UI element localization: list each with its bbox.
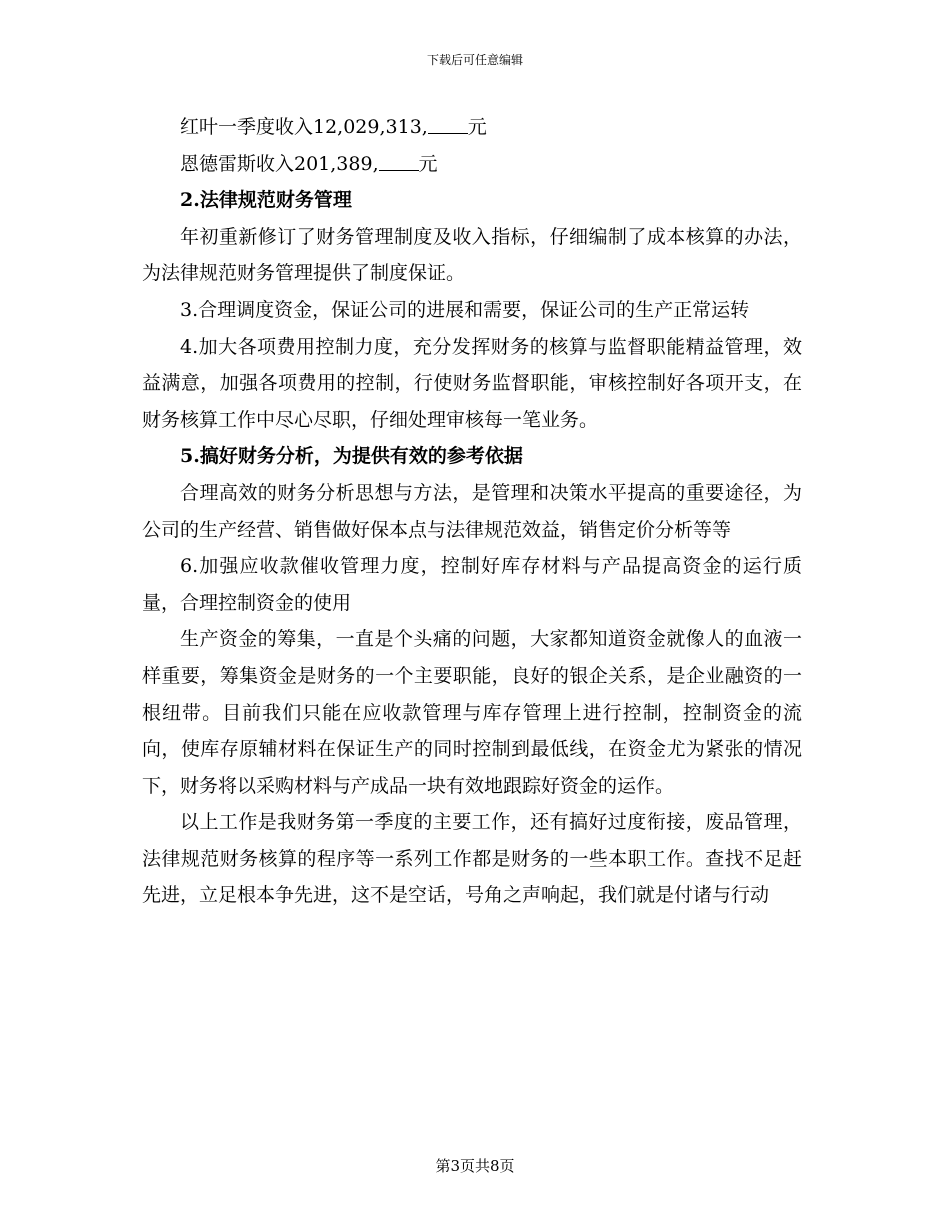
blank-underline: [379, 151, 419, 170]
income-text: 恩德雷斯收入201,389,: [180, 152, 379, 175]
paragraph: 生产资金的筹集，一直是个头痛的问题，大家都知道资金就像人的血液一样重要，筹集资金是财务的一个主要职能，良好的银企关系，是企业融资的一根纽带。目前我们只能在应收款管理与库存管理上进行控制，控制资金的流向，使库存原辅材料在保证生产的同时控制到最低线，在资金尤为紧张的情况下，财务将以采购材料与产成品一块有效地跟踪好资金的运作。: [142, 628, 802, 797]
paragraph: 年初重新修订了财务管理制度及收入指标，仔细编制了成本核算的办法，为法律规范财务管理提供了制度保证。: [142, 225, 802, 285]
paragraph: 4.加大各项费用控制力度，充分发挥财务的核算与监督职能精益管理，效益满意，加强各项费用的控制，行使财务监督职能，审核控制好各项开支，在财务核算工作中尽心尽职，仔细处理审核每一笔业务。: [142, 335, 802, 431]
paragraph: 6.加强应收款催收管理力度，控制好库存材料与产品提高资金的运行质量，合理控制资金的使用: [142, 555, 802, 614]
income-line-endress: [142, 146, 802, 183]
paragraph: 3.合理调度资金，保证公司的进展和需要，保证公司的生产正常运转: [180, 298, 750, 321]
document-body: [142, 109, 802, 914]
blank-underline: [428, 115, 468, 134]
currency-unit: 元: [467, 116, 487, 138]
income-line-hongye: [142, 109, 802, 146]
income-text: 红叶一季度收入12,029,313,: [180, 116, 428, 138]
page-header: 下载后可任意编辑: [426, 53, 523, 67]
paragraph: 以上工作是我财务第一季度的主要工作，还有搞好过度衔接，废品管理，法律规范财务核算的程序等一系列工作都是财务的一些本职工作。查找不足赶先进，立足根本争先进，这不是空话，号角之声响起，我们就是付诸与行动: [142, 811, 802, 907]
section-heading: 5.搞好财务分析，为提供有效的参考依据: [180, 445, 523, 468]
paragraph: 合理高效的财务分析思想与方法，是管理和决策水平提高的重要途径，为公司的生产经营、销售做好保本点与法律规范效益，销售定价分析等等: [142, 481, 802, 541]
page-number: 第3页共8页: [435, 1157, 515, 1175]
section-heading: 2.法律规范财务管理: [180, 189, 352, 212]
currency-unit: 元: [418, 152, 438, 175]
